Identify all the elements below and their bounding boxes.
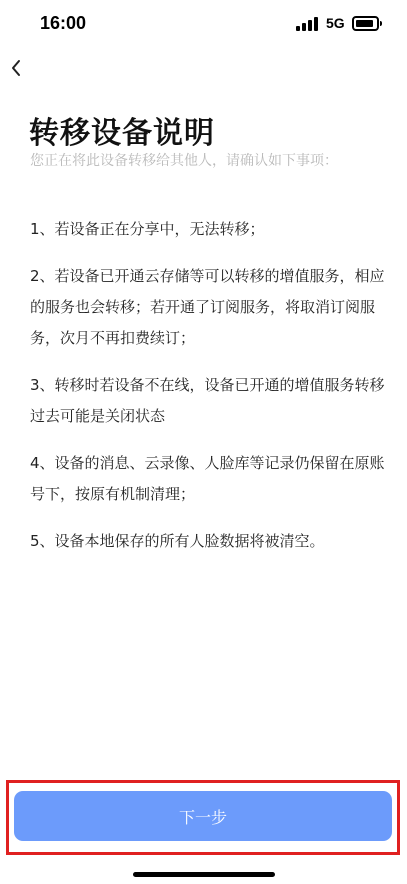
transfer-notes-list [30,214,385,573]
note-item-1: 1、若设备正在分享中，无法转移； [30,220,265,238]
signal-icon [296,17,320,31]
status-bar [0,0,407,50]
note-item-5: 5、设备本地保存的所有人脸数据将被清空。 [30,532,325,550]
note-item-3: 3、转移时若设备不在线，设备已开通的增值服务转移过去可能是关闭状态 [30,376,385,425]
battery-icon [352,16,379,31]
chevron-left-icon [4,54,32,82]
back-button[interactable] [4,54,32,82]
next-button[interactable]: 下一步 [14,791,392,841]
status-time: 16:00 [40,13,87,33]
network-type: 5G [326,15,345,31]
home-indicator [133,872,275,877]
note-item-2: 2、若设备已开通云存储等可以转移的增值服务，相应的服务也会转移；若开通了订阅服务，将取消订阅服务，次月不再扣费续订； [30,267,385,347]
page-title: 转移设备说明 [29,116,215,151]
page-subtitle: 您正在将此设备转移给其他人，请确认如下事项： [30,153,338,169]
note-item-4: 4、设备的消息、云录像、人脸库等记录仍保留在原账号下，按原有机制清理； [30,454,385,503]
